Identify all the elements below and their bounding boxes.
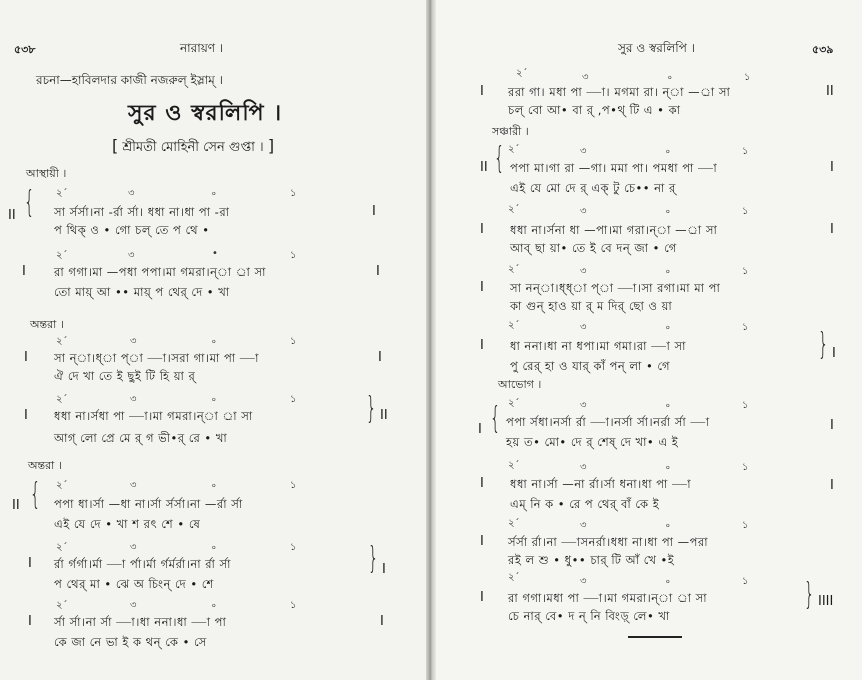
bar-mark: II [826, 84, 834, 99]
beat-marker: ২´ [508, 320, 520, 331]
lyrics-line: প থিক্ ও • গো চল্ তে প থে • [54, 223, 210, 237]
beat-marker: ৹ [212, 542, 216, 553]
bar-mark: I [24, 350, 28, 365]
brace-symbol: } [818, 327, 829, 362]
swara-notes: পপা ধা।র্সা —ধা না।র্সা র্সর্সা।না —র্রা র্সা [54, 497, 243, 511]
swara-notes: রা গগা।মা —পধা পপা।মা গমরা।ন্া র্া সা [54, 265, 266, 279]
beat-marker: ১ [742, 322, 749, 333]
lyrics-line: কে জা নে ভা ই ক থন্ কে • সে [54, 635, 207, 649]
lyrics-line: এই যে মো দে র্ এক্ টু চে•• না র্ [510, 181, 676, 195]
beat-marker: ৹ [212, 600, 216, 611]
beat-marker: ৩ [582, 72, 589, 83]
lyrics-line: এম্ নি ক • রে প থের্ বাঁ কে ই [510, 497, 660, 511]
beat-marker: ৩ [130, 394, 137, 405]
bar-mark: I [372, 204, 376, 219]
bar-mark: I [378, 350, 382, 365]
lyrics-line: আগ্ লো প্রে মে র্ গ ভী•র্ রে • খা [54, 431, 228, 445]
lyrics-line: পু রের্ হা ও যার্ কাঁ পন্ লা • গে [510, 359, 671, 373]
lyrics-line: রই ল শু • ধু•• চার্ টি আঁ খে •ই [508, 553, 675, 567]
swara-notes: ররা গা। মধা পা —া। মগমা রা। ন্া —র্া সা [508, 85, 731, 99]
beat-marker: ১ [290, 250, 297, 261]
brace-symbol: { [494, 141, 505, 176]
beat-marker: ৹ [666, 322, 670, 333]
beat-marker: ১ [290, 480, 297, 491]
beat-marker: ৩ [580, 146, 587, 157]
lyrics-line: চে নার্ বে• দ ন্ নি বিংড়্ লে• খা [508, 609, 670, 623]
beat-marker: ২´ [56, 250, 68, 261]
beat-marker: ১ [290, 394, 297, 405]
beat-marker: ৹ [666, 206, 670, 217]
lyrics-line: তো মায়্ আ •• মায়্ প থের্ দে • খা [54, 285, 230, 299]
beat-marker: ২´ [56, 480, 68, 491]
author-bracket-close: ] [267, 136, 275, 155]
left-page-number: ৫৩৮ [14, 43, 36, 56]
bar-mark: I [28, 614, 32, 629]
beat-marker: ২´ [508, 572, 520, 583]
section-label: অন্তরা । [30, 318, 64, 331]
beat-marker: ১ [742, 462, 749, 473]
bar-mark: II [480, 160, 488, 175]
beat-marker: ২´ [516, 68, 528, 79]
beat-marker: ১ [290, 188, 297, 199]
bar-mark: I [480, 338, 484, 353]
brace-symbol: { [490, 401, 501, 436]
lyrics-line: এই যে দে • খা শ রৎ শে • ষে [54, 517, 201, 531]
composer-credit: রচনা—হাবিলদার কাজী নজরুল্ ইস্লাম্ । [36, 73, 223, 87]
beat-marker: ৹ [212, 188, 216, 199]
lyrics-line: প থের্ মা • ঝে অ চিংন্ দে • শে [54, 577, 214, 591]
bar-mark: I [480, 222, 484, 237]
swara-notes: পপা মা।গা রা —গা। মমা পা। পমধা পা —া [510, 161, 718, 175]
beat-marker: ১ [290, 542, 297, 553]
bar-mark: I [480, 590, 484, 605]
beat-marker: ৹ [666, 400, 670, 411]
bar-mark: I [478, 422, 482, 437]
beat-marker: ৩ [580, 400, 587, 411]
bar-mark: II [380, 408, 388, 423]
beat-marker: ২´ [508, 144, 520, 155]
beat-marker: ২´ [56, 188, 68, 199]
beat-marker: ১ [742, 266, 749, 277]
beat-marker: ৹ [668, 72, 672, 83]
bar-mark: I [22, 264, 26, 279]
swara-notes: সা ন্া।ধ্া প্া —া।সরা গা।মা পা —া [54, 351, 259, 365]
swara-notes: রা গগা।মধা পা —া।মা গমরা।ন্া র্া সা [508, 591, 708, 605]
brace-symbol: { [30, 477, 41, 512]
swara-notes: সা নন্া।ধ্ধ্া প্া —া।সা রগা।মা মা পা [510, 281, 721, 295]
swara-notes: পপা র্সধা।নর্সা র্রা —া।নর্সা র্সা।নর্রা র্সা —া [506, 415, 710, 429]
author-line [112, 136, 274, 159]
end-rule [628, 636, 682, 638]
beat-marker: ৹ [666, 266, 670, 277]
swara-notes: ধধা না।র্সধা পা —া।মা গমরা।ন্া র্া সা [54, 409, 253, 423]
beat-marker: ২´ [508, 460, 520, 471]
beat-marker: ৩ [580, 206, 587, 217]
beat-marker: ২´ [508, 518, 520, 529]
beat-marker: ৩ [580, 576, 587, 587]
beat-marker: ১ [742, 400, 749, 411]
swara-notes: ধা ননা।ধা না ধপা।মা গমা।রা —া সা [510, 339, 686, 353]
swara-notes: র্সা র্সা।না র্সা —া।ধা ননা।ধা —া পা [54, 615, 227, 629]
lyrics-line: কা গুন্ হাও য়া র্ ম দির্ ছো ও য়া [510, 299, 673, 313]
bar-mark: II [8, 208, 16, 223]
beat-marker: ১ [742, 146, 749, 157]
bar-mark: II [12, 498, 20, 513]
swara-notes: ধধা না।র্সনা ধা —পা।মা গরা।ন্া —র্া সা [510, 223, 718, 237]
beat-marker: ৹ [666, 520, 670, 531]
brace-symbol: { [24, 185, 35, 220]
lyrics-line: হয় ত• মো• দে র্ শেষ্ দে খা• এ ই [506, 435, 679, 449]
author-name: শ্রীমতী মোহিনী সেন গুপ্তা । [122, 140, 264, 155]
bar-mark: I [480, 280, 484, 295]
beat-marker: ৩ [128, 250, 135, 261]
author-bracket-open: [ [112, 136, 119, 155]
brace-symbol: } [366, 391, 377, 426]
bar-mark: IIII [818, 594, 834, 609]
bar-mark: I [28, 556, 32, 571]
beat-marker: ১ [290, 600, 297, 611]
left-running-head: নারায়ণ । [180, 41, 224, 55]
swara-notes: সা র্সর্সা।না -র্রা র্সা। ধধা না।ধা পা -রা [54, 205, 230, 219]
swara-notes: র্রা র্গর্গা।র্মা —া র্পা।র্মা র্গর্মর্রা।না র্রা র্সা [54, 557, 231, 571]
bar-mark: I [480, 534, 484, 549]
beat-marker: ২´ [56, 394, 68, 405]
beat-marker: ৹ [666, 146, 670, 157]
bar-mark: I [382, 562, 386, 577]
beat-marker: ২´ [56, 542, 68, 553]
bar-mark: I [380, 614, 384, 629]
bar-mark: I [376, 264, 380, 279]
swara-notes: র্সর্সা র্রা।না —াসনর্রা।ধধা না।ধা পা —পরা [508, 535, 709, 549]
beat-marker: ৩ [580, 266, 587, 277]
beat-marker: ৩ [128, 188, 135, 199]
bar-mark: I [24, 408, 28, 423]
beat-marker: ২´ [56, 336, 68, 347]
beat-marker: ১ [742, 576, 749, 587]
beat-marker: ২´ [508, 398, 520, 409]
section-label: অন্তরা । [28, 459, 62, 472]
section-label: সঞ্চারী । [492, 125, 529, 138]
bar-mark: I [480, 476, 484, 491]
beat-marker: ৩ [130, 480, 137, 491]
brace-symbol: } [804, 577, 815, 612]
beat-marker: ৩ [130, 336, 137, 347]
beat-marker: ২´ [508, 204, 520, 215]
lyrics-line: চল্ বো আ• বা র্ ,প•থ্ টি এ • কা [508, 103, 681, 117]
book-gutter [426, 0, 436, 680]
right-page-number: ৫৩৯ [812, 43, 834, 56]
beat-marker: ৹ [212, 394, 216, 405]
beat-marker: ৹ [666, 462, 670, 473]
beat-marker: ১ [744, 72, 751, 83]
brace-symbol: } [368, 541, 379, 576]
beat-marker: ৹ [666, 576, 670, 587]
beat-marker: • [212, 248, 218, 259]
beat-marker: ৩ [130, 542, 137, 553]
beat-marker: ১ [742, 206, 749, 217]
bar-mark: I [830, 418, 834, 433]
bar-mark: I [830, 478, 834, 493]
beat-marker: ২´ [508, 264, 520, 275]
beat-marker: ৹ [212, 336, 216, 347]
bar-mark: I [830, 222, 834, 237]
beat-marker: ৹ [212, 480, 216, 491]
section-label: আভোগ । [498, 378, 542, 391]
beat-marker: ১ [290, 336, 297, 347]
beat-marker: ৩ [580, 322, 587, 333]
beat-marker: ২´ [56, 600, 68, 611]
right-running-head: সুর ও স্বরলিপি । [618, 41, 695, 55]
beat-marker: ৩ [580, 520, 587, 531]
beat-marker: ৩ [130, 600, 137, 611]
section-label: আস্থায়ী । [26, 167, 67, 180]
lyrics-line: ঐ দে খা তে ই ছুই টি হি য়া র্ [54, 369, 196, 383]
lyrics-line: আব্ ছা য়া• তে ই বে দন্ জা • গে [510, 241, 677, 255]
beat-marker: ৩ [580, 462, 587, 473]
swara-notes: ধধা না।র্সা —না র্রা।র্সা ধনা।ধা পা —া [510, 477, 692, 491]
beat-marker: ১ [742, 520, 749, 531]
page-title: সুর ও স্বরলিপি । [128, 101, 283, 126]
bar-mark: I [832, 346, 836, 361]
bar-mark: I [830, 160, 834, 175]
bar-mark: I [480, 84, 484, 99]
